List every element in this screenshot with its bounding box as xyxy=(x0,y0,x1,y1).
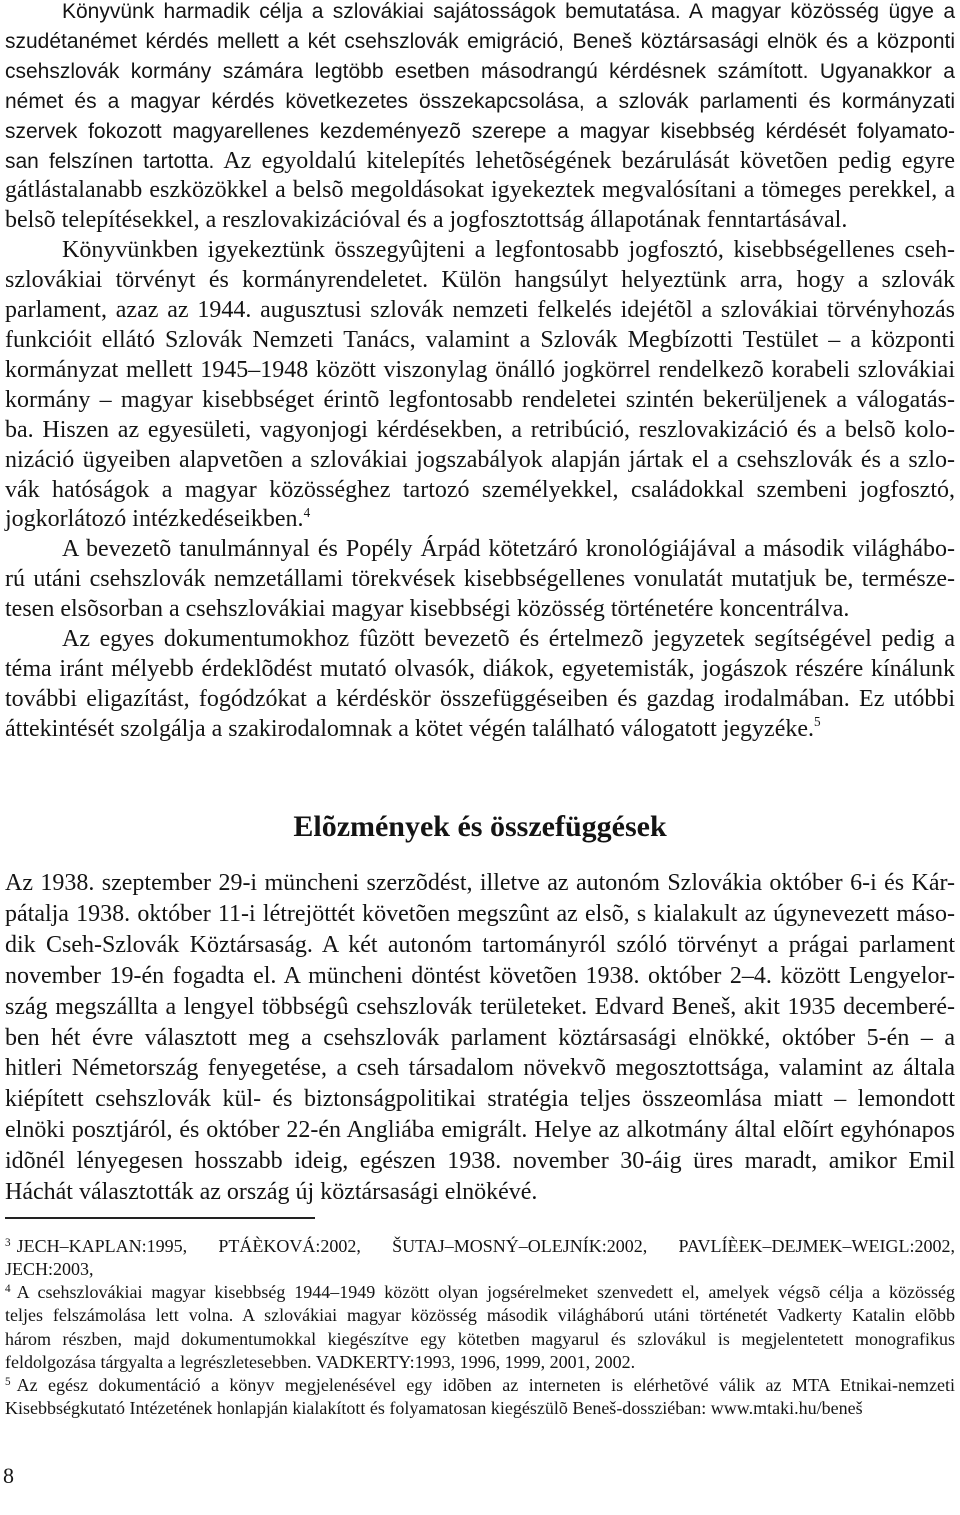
text-line xyxy=(5,476,955,506)
text-segment: további eligazítást, fogódzókat a kérdéskör összefüggéseiben és gazdag irodalmában. Ez utóbbi xyxy=(5,685,955,712)
text-line xyxy=(5,1328,955,1351)
text-line xyxy=(5,416,955,446)
text-line xyxy=(5,505,955,535)
text-line xyxy=(5,715,955,745)
text-segment: san felszínen tartotta. xyxy=(5,149,215,173)
text-segment: Az egész dokumentáció a könyv megjelenésével egy idõben az interneten is elérhetõvé válik az MTA Etnikai-nemzeti xyxy=(16,1374,955,1395)
text-line xyxy=(5,1304,955,1327)
text-segment: JECH–KAPLAN:1995, PTÁÈKOVÁ:2002, ŠUTAJ–MOSNÝ–OLEJNÍK:2002, PAVLÍÈEK–DEJMEK–WEIGL:2002, xyxy=(16,1236,955,1256)
text-line xyxy=(5,535,955,565)
footnote xyxy=(5,1281,955,1374)
text-segment: dik Cseh-Szlovák Köztársaság. A két autonóm tartományról szóló törvényt a prágai parlament xyxy=(5,931,955,958)
text-line xyxy=(5,446,955,476)
text-segment: vák hatóságok a magyar közösséghez tartozó személyekkel, családokkal szembeni jogfosztó, xyxy=(5,476,955,503)
text-line xyxy=(5,296,955,326)
paragraph xyxy=(5,0,955,236)
page-number: 8 xyxy=(3,1463,14,1488)
footnote-number: 5 xyxy=(5,1375,11,1388)
footnote-ref: 5 xyxy=(814,713,821,729)
text-line xyxy=(5,1374,955,1397)
text-segment: teljes felszámolása lett volna. A szlovákiai magyar közösség második világháború utáni történetét Vadkerty Katalin elõbb xyxy=(5,1305,955,1326)
intro-text xyxy=(5,0,955,745)
paragraph xyxy=(5,868,955,1208)
text-segment: ben hét évre választott meg a csehszlovák parlament köztársasági elnökké, október 5-én – a xyxy=(5,1024,955,1051)
text-segment: három részben, majd dokumentumokkal kiegészítve egy kötetben magyarul és szlovákul is megjelentetett monografikus xyxy=(5,1328,955,1349)
footnote-number: 4 xyxy=(5,1283,11,1296)
text-segment: Háchát választották az ország új köztársasági elnökévé. xyxy=(5,1179,538,1206)
text-segment: szág megszállta a lengyel többségû csehszlovák területeket. Edvard Beneš, akit 1935 decemberé- xyxy=(5,993,955,1020)
text-segment: gátlástalanabb eszközökkel a belsõ megoldásokat igyekeztek megvalósítani a tömeges perekkel, a xyxy=(5,177,955,204)
text-segment: szlovákiai törvényt és kormányrendeletet. Külön hangsúlyt helyeztünk arra, hogy a szlovák xyxy=(5,267,955,294)
paragraph xyxy=(5,236,955,535)
text-line xyxy=(5,899,955,930)
text-line xyxy=(5,685,955,715)
text-line xyxy=(5,386,955,416)
text-line xyxy=(5,206,955,236)
text-segment: rú utáni csehszlovák nemzetállami törekvések kisebbségellenes vonulatát mutatjuk be, természe- xyxy=(5,566,955,593)
text-line xyxy=(5,1146,955,1177)
text-line xyxy=(5,1258,955,1281)
text-line xyxy=(5,992,955,1023)
text-segment: hitleri Németország fenyegetése, a cseh társadalom növekvõ megosztottsága, valamint az általa xyxy=(5,1055,955,1082)
text-segment: pátalja 1938. október 11-i létrejöttét követõen megszûnt az elsõ, s kialakult az úgynevezett máso- xyxy=(5,900,955,927)
text-segment: tesen elsõsorban a csehszlovákiai magyar kisebbségi közösség történetére koncentrálva. xyxy=(5,596,850,623)
text-line xyxy=(5,595,955,625)
text-line xyxy=(5,57,955,87)
text-line xyxy=(5,655,955,685)
footnotes xyxy=(5,1235,955,1420)
text-segment: Könyvünk harmadik célja a szlovákiai sajátosságok bemutatása. A magyar közösség ügye a xyxy=(62,0,955,23)
text-line xyxy=(5,1351,955,1374)
text-segment: funkcióit ellátó Szlovák Nemzeti Tanács, valamint a Szlovák Megbízotti Testület – a központi xyxy=(5,326,955,353)
text-segment: szudétanémet kérdés mellett a két csehszlovák emigráció, Beneš köztársasági elnök és a központi xyxy=(5,29,955,53)
text-line xyxy=(5,961,955,992)
text-segment: téma iránt mélyebb érdeklõdést mutató olvasók, diákok, egyetemisták, jogászok részére kínálunk xyxy=(5,655,955,682)
text-line xyxy=(5,87,955,117)
text-segment: A bevezetõ tanulmánnyal és Popély Árpád kötetzáró kronológiájával a második világhábo- xyxy=(62,536,955,563)
text-line xyxy=(5,1177,955,1208)
text-segment: áttekintését szolgálja a szakirodalomnak a kötet végén található válogatott jegyzéke. xyxy=(5,715,815,742)
footnote xyxy=(5,1374,955,1420)
footnote xyxy=(5,1235,955,1281)
text-line xyxy=(5,1115,955,1146)
text-line xyxy=(5,27,955,57)
text-segment: A csehszlovákiai magyar kisebbség 1944–1949 között olyan jogsérelmeket szenvedett el, amelyek végsõ célja a közösség xyxy=(16,1282,955,1303)
text-segment: parlament, azaz az 1944. augusztusi szlovák nemzeti felkelés idejétõl a szlovákiai törvényhozás xyxy=(5,297,955,324)
text-segment: ba. Hiszen az egyesületi, vagyonjogi kérdésekben, a retribúció, reszlovakizáció és a belsõ kolo- xyxy=(5,416,955,443)
text-segment: jogkorlátozó intézkedéseikben. xyxy=(5,506,304,533)
text-line xyxy=(5,625,955,655)
text-segment: JECH:2003, xyxy=(5,1259,94,1280)
text-line xyxy=(5,326,955,356)
text-line xyxy=(5,176,955,206)
text-segment: elnöki posztjáról, és október 22-én Angliába emigrált. Helye az alkotmány által elõírt egyhónapos xyxy=(5,1117,955,1144)
text-line xyxy=(5,1397,955,1420)
text-segment: kormányzat mellett 1945–1948 között viszonylag önálló jogkörrel rendelkezõ korabeli szlovákiai xyxy=(5,356,955,383)
text-segment: Az 1938. szeptember 29-i müncheni szerzõdést, illetve az autonóm Szlovákia október 6-i és Kár- xyxy=(5,870,955,896)
text-line xyxy=(5,868,955,899)
text-segment: feldolgozása tárgyalta a legrészletesebben. VADKERTY:1993, 1996, 1999, 2001, 2002. xyxy=(5,1351,636,1372)
text-segment: belsõ telepítésekkel, a reszlovakizációval és a jogfosztottság állapotának fenntartásával. xyxy=(5,207,848,234)
text-segment: Az egyes dokumentumokhoz fûzött bevezetõ és értelmezõ jegyzetek segítségével pedig a xyxy=(62,626,955,653)
footnote-separator xyxy=(5,1217,315,1219)
text-line xyxy=(5,147,955,177)
text-line xyxy=(5,1084,955,1115)
footnote-number: 3 xyxy=(5,1236,11,1249)
text-segment: Könyvünkben igyekeztünk összegyûjteni a legfontosabb jogfosztó, kisebbségellenes cseh- xyxy=(62,237,955,264)
text-line xyxy=(5,930,955,961)
text-segment: szervek fokozott magyarellenes kezdeményezõ szerepe a magyar kisebbség kérdését folyamato- xyxy=(5,119,955,143)
footnote-ref: 4 xyxy=(303,504,311,520)
text-line xyxy=(5,236,955,266)
text-line xyxy=(5,1281,955,1304)
section-text xyxy=(5,868,955,1208)
text-line xyxy=(5,1023,955,1054)
text-segment: német és a magyar kérdés következetes összekapcsolása, a szlovák parlamenti és kormányzati xyxy=(5,89,955,113)
text-segment: kormány – magyar kisebbséget érintõ legfontosabb rendeletei szintén bekerüljenek a válogatás- xyxy=(5,386,955,413)
text-segment: kiépített csehszlovák kül- és biztonságpolitikai stratégia teljes összeomlása miatt – lemondott xyxy=(5,1086,955,1113)
text-line xyxy=(5,1053,955,1084)
text-line xyxy=(5,0,955,27)
text-segment: Az egyoldalú kitelepítés lehetõségének bezárulását követõen pedig egyre xyxy=(223,147,955,174)
text-segment: november 19-én fogadta el. A müncheni döntést követõen 1938. október 2–4. között Lengyelor- xyxy=(5,962,955,989)
text-segment: idõnél lényegesen hosszabb ideig, egészen 1938. november 30-áig üres maradt, amikor Emil xyxy=(5,1148,955,1175)
text-segment: nizáció ügyeiben alapvetõen a szlovákiai jogszabályok alapján jártak el a csehszlovák és a szlo- xyxy=(5,446,955,473)
paragraph xyxy=(5,625,955,745)
text-line xyxy=(5,356,955,386)
paragraph xyxy=(5,535,955,625)
text-segment: Kisebbségkutató Intézetének honlapján kialakított és folyamatosan kiegészülõ Beneš-dossziéban: www.mtaki.hu/beneš xyxy=(5,1397,863,1418)
text-line xyxy=(5,266,955,296)
text-segment: csehszlovák kormány számára legtöbb esetben másodrangú kérdésnek számított. Ugyanakkor a xyxy=(5,59,955,83)
text-line xyxy=(5,1235,955,1258)
text-line xyxy=(5,565,955,595)
text-line xyxy=(5,117,955,147)
section-heading: Elõzmények és összefüggések xyxy=(293,810,667,843)
